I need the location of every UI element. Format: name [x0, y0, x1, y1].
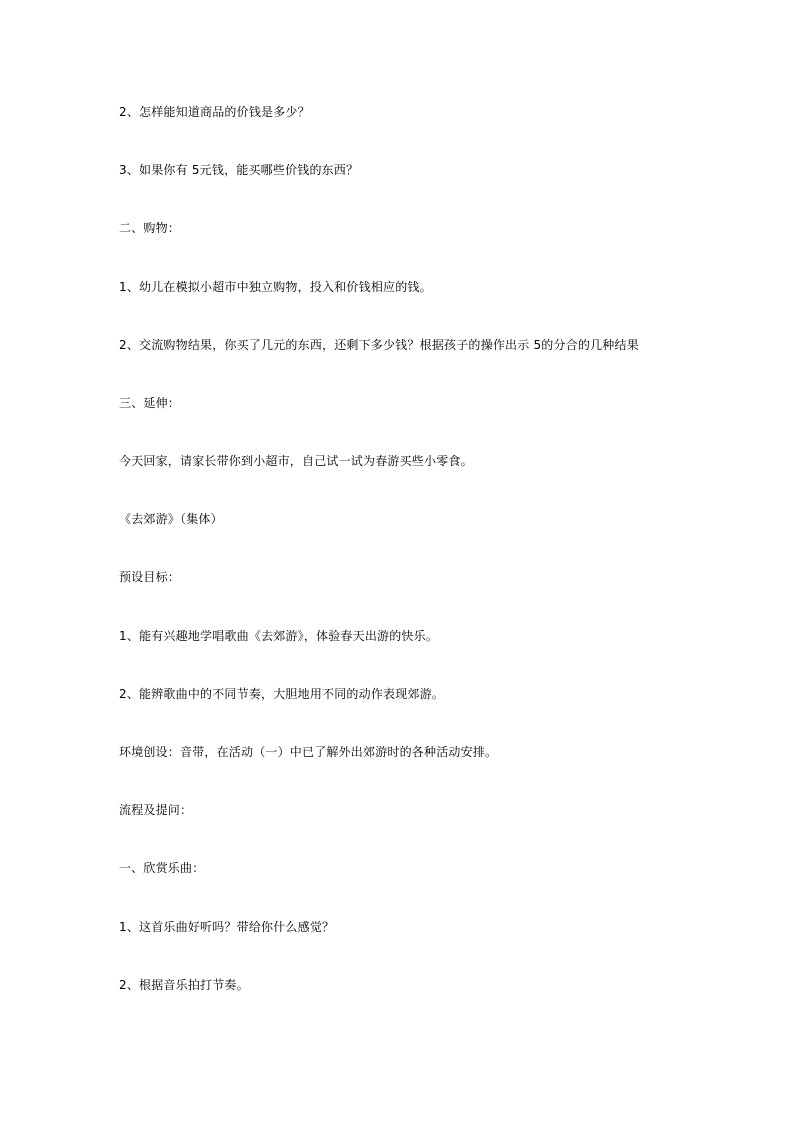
section-heading-extension: 三、延伸： [119, 396, 181, 410]
step-share-results: 2、交流购物结果，你买了几元的东西，还剩下多少钱？根据孩子的操作出示 5的分合的几种结果 [119, 338, 639, 352]
question-five-yuan: 3、如果你有 5元钱，能买哪些价钱的东西？ [119, 163, 359, 177]
section-heading-shopping: 二、购物： [119, 221, 181, 235]
section-heading-music: 一、欣赏乐曲： [119, 861, 205, 875]
environment-setup: 环境创设：音带，在活动（一）中已了解外出郊游时的各种活动安排。 [119, 745, 498, 759]
process-heading: 流程及提问： [119, 803, 193, 817]
music-question-1: 1、这首乐曲好听吗？带给你什么感觉？ [119, 920, 335, 934]
music-question-2: 2、根据音乐拍打节奏。 [119, 978, 249, 992]
question-price-knowledge: 2、怎样能知道商品的价钱是多少？ [119, 105, 310, 119]
extension-text: 今天回家，请家长带你到小超市，自己试一试为春游买些小零食。 [119, 454, 473, 468]
goal-item-2: 2、能辨歌曲中的不同节奏，大胆地用不同的动作表现郊游。 [119, 687, 445, 701]
goal-item-1: 1、能有兴趣地学唱歌曲《去郊游》，体验春天出游的快乐。 [119, 629, 439, 643]
goals-heading: 预设目标： [119, 570, 181, 584]
lesson-title: 《去郊游》（集体） [119, 512, 223, 526]
step-independent-shopping: 1、幼儿在模拟小超市中独立购物，投入和价钱相应的钱。 [119, 280, 432, 294]
